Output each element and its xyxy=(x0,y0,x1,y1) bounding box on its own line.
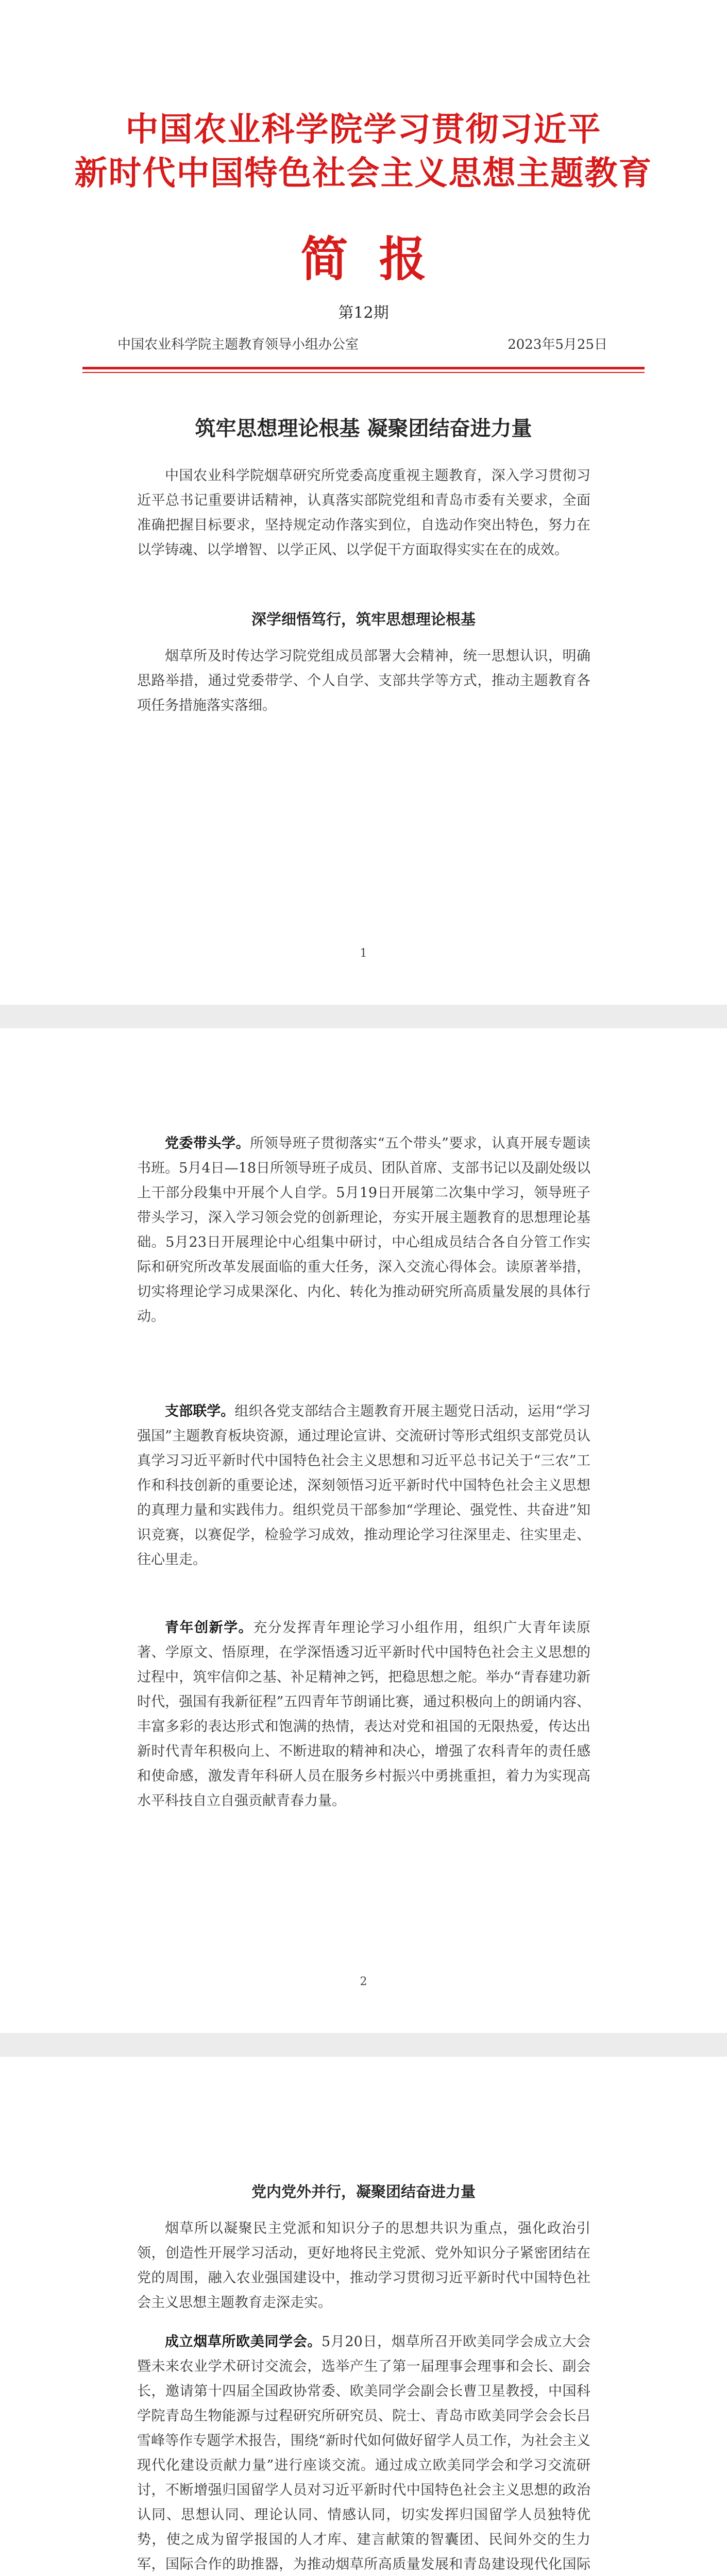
page-3 xyxy=(0,2057,727,2576)
keyword: 党委带头学。 xyxy=(165,1136,250,1151)
masthead-line-2: 新时代中国特色社会主义思想主题教育 xyxy=(74,154,653,193)
bulletin-title: 简报 xyxy=(300,231,458,287)
publisher: 中国农业科学院主题教育领导小组办公室 xyxy=(117,337,359,352)
page-number: 1 xyxy=(360,947,367,960)
paragraph-youth-study: 青年创新学。充分发挥青年理论学习小组作用，组织广大青年读原著、学原文、悟原理，在学深悟透习近平新时代中国特色社会主义思想的过程中，筑牢信仰之基、补足精神之钙，把稳思想之舵。举办“青春建功新时代，强国有我新征程”五四青年节朗诵比赛，通过积极向上的朗诵内容、丰富多彩的表达形式和饱满的热情，表达对党和祖国的无限热爱，传达出新时代青年积极向上、不断进取的精神和决心，增强了农科青年的责任感和使命感，激发青年科研人员在服务乡村振兴中勇挑重担，着力为实现高水平科技自立自强贡献青春力量。 xyxy=(137,1620,591,1809)
intro-paragraph: 中国农业科学院烟草研究所党委高度重视主题教育，深入学习贯彻习近平总书记重要讲话精神，认真落实部院党组和青岛市委有关要求，全面准确把握目标要求，坚持规定动作落实到位，自选动作突出特色，努力在以学铸魂、以学增智、以学正风、以学促干方面取得实实在在的成效。 xyxy=(137,468,590,558)
paragraph-branch-study: 支部联学。组织各党支部结合主题教育开展主题党日活动，运用“学习强国”主题教育板块资源，通过理论宣讲、交流研讨等形式组织支部党员认真学习习近平新时代中国特色社会主义思想和习近平总书记关于“三农”工作和科技创新的重要论述，深刻领悟习近平新时代中国特色社会主义思想的真理力量和实践伟力。组织党员干部参加“学理论、强党性、共奋进”知识竞赛，以赛促学，检验学习成效，推动理论学习往深里走、往实里走、往心里走。 xyxy=(137,1403,590,1568)
page-number: 2 xyxy=(360,1975,367,1988)
article-title: 筑牢思想理论根基 凝聚团结奋进力量 xyxy=(195,416,532,440)
publish-date: 2023年5月25日 xyxy=(508,337,607,352)
page-1 xyxy=(0,0,727,1005)
section-1-heading: 深学细悟笃行，筑牢思想理论根基 xyxy=(251,611,476,628)
paragraph-party-study: 党委带头学。所领导班子贯彻落实“五个带头”要求，认真开展专题读书班。5月4日—18日所领导班子成员、团队首席、支部书记以及副处级以上干部分段集中开展个人自学。5月19日开展第二次集中学习，领导班子带头学习，深入学习领会党的创新理论，夯实开展主题教育的思想理论基础。5月23日开展理论中心组集中研讨，中心组成员结合各自分管工作实际和研究所改革发展面临的重大任务，深入交流心得体会。读原著举措，切实将理论学习成果深化、内化、转化为推动研究所高质量发展的具体行动。 xyxy=(137,1136,591,1325)
red-rule-thin xyxy=(82,372,645,373)
section-2-lead: 烟草所以凝聚民主党派和知识分子的思想共识为重点，强化政治引领，创造性开展学习活动，更好地将民主党派、党外知识分子紧密团结在党的周围，融入农业强国建设中，推动学习贯彻习近平新时代中国特色社会主义思想主题教育走深走实。 xyxy=(137,2221,590,2311)
keyword: 成立烟草所欧美同学会。 xyxy=(165,2334,322,2350)
paragraph-alumni-association: 成立烟草所欧美同学会。5月20日，烟草所召开欧美同学会成立大会暨未来农业学术研讨交流会，选举产生了第一届理事会理事和会长、副会长，邀请第十四届全国政协常委、欧美同学会副会长曹卫星教授，中国科学院青岛生物能源与过程研究所研究员、院士、青岛市欧美同学会会长吕雪峰等作专题学术报告，围绕“新时代如何做好留学人员工作，为社会主义现代化建设贡献力量”进行座谈交流。通过成立欧美同学会和学习交流研讨，不断增强归国留学人员对习近平新时代中国特色社会主义思想的政治认同、思想认同、理论认同、情感认同，切实发挥归国留学人员独特优势，使之成为留学报国的人才库、建言献策的智囊团、民间外交的生力军，国际合作的助推器，为推动烟草所高质量发展和青岛建设现代化国际 xyxy=(137,2334,590,2572)
keyword: 青年创新学。 xyxy=(165,1620,253,1636)
page-2 xyxy=(0,1028,727,2033)
red-rule-thick xyxy=(82,367,645,369)
masthead-line-1: 中国农业科学院学习贯彻习近平 xyxy=(125,110,602,149)
section-2-heading: 党内党外并行，凝聚团结奋进力量 xyxy=(251,2183,476,2200)
issue-number: 第12期 xyxy=(338,304,389,322)
section-1-lead: 烟草所及时传达学习院党组成员部署大会精神，统一思想认识，明确思路举措，通过党委带学、个人自学、支部共学等方式，推动主题教育各项任务措施落实落细。 xyxy=(137,648,590,714)
keyword: 支部联学。 xyxy=(165,1403,235,1419)
